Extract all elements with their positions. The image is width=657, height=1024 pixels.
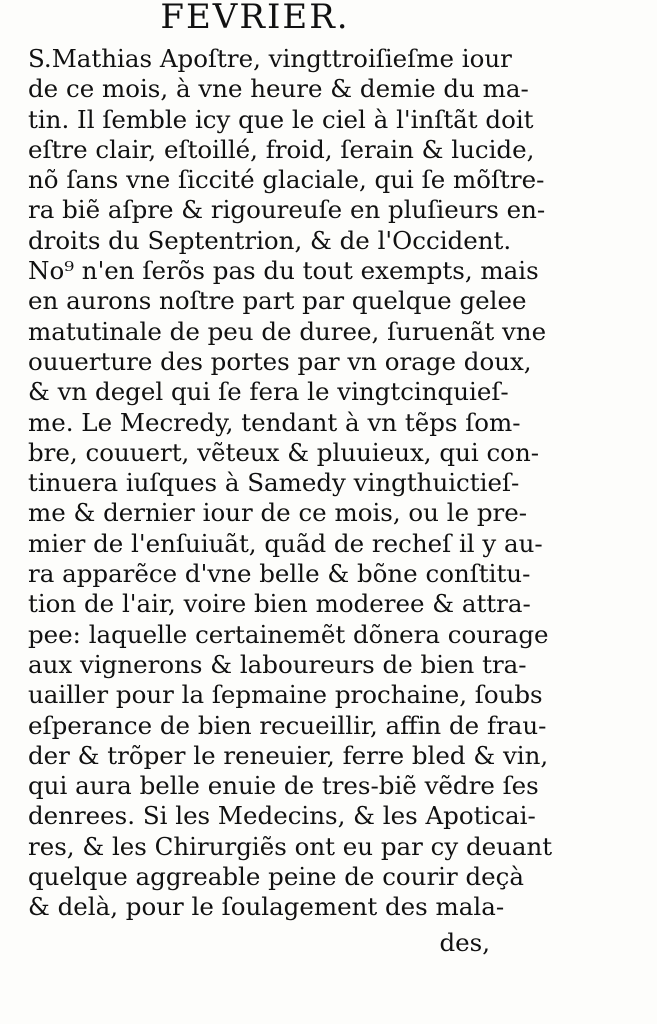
text-line: res, & les Chirurgiẽs ont eu par cy deuant xyxy=(28,831,553,861)
text-line: eſtre clair, eſtoillé, froid, ſerain & lucide, xyxy=(28,134,535,164)
text-line: ra biẽ aſpre & rigoureuſe en pluſieurs en- xyxy=(28,195,546,225)
text-line: tin. Il ſemble icy que le ciel à l'inſtãt doit xyxy=(28,104,534,134)
text-line: pee: laquelle certainemẽt dõnera courage xyxy=(28,619,549,649)
text-line: S.Mathias Apoſtre, vingttroiſieſme iour xyxy=(28,44,512,73)
text-line: uailler pour la ſepmaine prochaine, ſoubs xyxy=(28,680,543,710)
text-line: matutinale de peu de duree, ſuruenãt vne xyxy=(28,316,547,346)
text-line: me. Le Mecredy, tendant à vn tẽps ſom- xyxy=(28,407,521,437)
text-line: ouuerture des portes par vn orage doux, xyxy=(28,346,532,376)
text-line: en aurons noſtre part par quelque gelee xyxy=(28,286,527,316)
running-head: FEVRIER. xyxy=(150,0,360,37)
text-line: tion de l'air, voire bien moderee & attra- xyxy=(28,589,531,619)
text-line: aux vignerons & laboureurs de bien tra- xyxy=(28,649,527,679)
text-line: der & trõper le reneuier, ferre bled & vin, xyxy=(28,740,549,770)
text-line: & delà, pour le ſoulagement des mala- xyxy=(28,892,505,922)
text-line: eſperance de bien recueillir, affin de frau- xyxy=(28,710,547,740)
text-line: nõ ſans vne ſiccité glaciale, qui ſe mõſtre- xyxy=(28,165,545,195)
text-line: tinuera iuſques à Samedy vingthuictieſ- xyxy=(28,468,520,498)
text-line: droits du Septentrion, & de l'Occident. xyxy=(28,225,512,255)
text-line: me & dernier iour de ce mois, ou le pre- xyxy=(28,498,528,528)
body-text xyxy=(28,44,553,923)
text-line: denrees. Si les Medecins, & les Apoticai- xyxy=(28,801,536,831)
text-line: mier de l'enſuiuãt, quãd de recheſ il y au- xyxy=(28,528,543,558)
text-line: No⁹ n'en ſerõs pas du tout exempts, mais xyxy=(28,256,539,286)
text-line: bre, couuert, vẽteux & pluuieux, qui con- xyxy=(28,437,539,467)
catchword: des, xyxy=(439,928,490,957)
text-line: de ce mois, à vne heure & demie du ma- xyxy=(28,74,529,104)
text-line: quelque aggreable peine de courir deçà xyxy=(28,862,525,892)
text-line: ra apparẽce d'vne belle & bõne conſtitu- xyxy=(28,559,531,589)
text-line: qui aura belle enuie de tres-biẽ vẽdre ſes xyxy=(28,771,539,801)
text-line: & vn degel qui ſe fera le vingtcinquieſ- xyxy=(28,377,509,407)
